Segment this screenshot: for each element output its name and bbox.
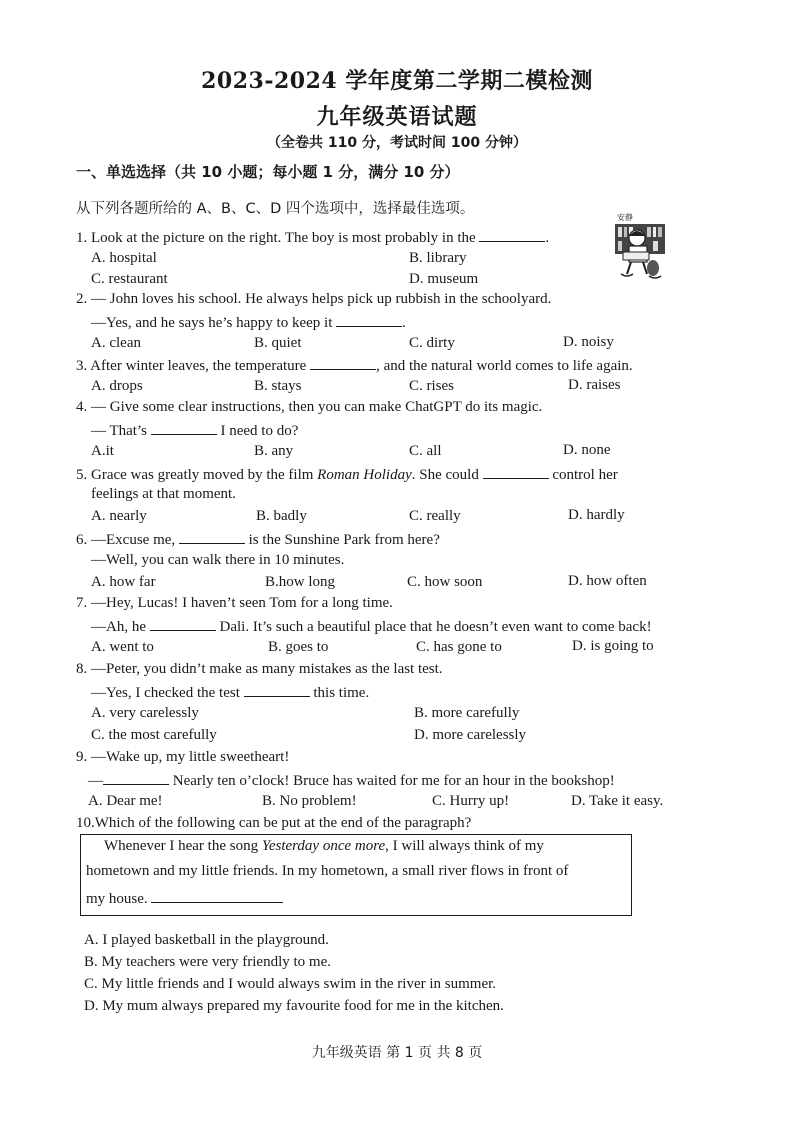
question-4-end: I need to do? [220, 423, 299, 439]
question-2-stem: 2. — John loves his school. He always helps pick up rubbish in the schoolyard. [76, 291, 552, 307]
q7-option-b: B. goes to [268, 639, 329, 655]
question-9-dash: — [88, 773, 103, 789]
question-5-end: control her [552, 467, 618, 483]
question-7-reply [91, 616, 652, 636]
passage-text-1b: , I will always think of my [385, 838, 544, 854]
q3-option-c: C. rises [409, 378, 454, 394]
question-3-text: 3. After winter leaves, the temperature [76, 358, 307, 374]
q6-option-c: C. how soon [407, 574, 483, 590]
question-1-text: 1. Look at the picture on the right. The boy is most probably in the [76, 230, 476, 246]
question-2-reply-text: —Yes, and he says he’s happy to keep it [91, 315, 333, 331]
film-title: Roman Holiday [317, 467, 412, 483]
q1-option-c: C. restaurant [91, 271, 168, 287]
section-heading: 一、单选选择（共 10 小题；每小题 1 分，满分 10 分） [76, 163, 460, 181]
question-2-reply [91, 312, 406, 332]
q7-option-c: C. has gone to [416, 639, 502, 655]
q3-option-b: B. stays [254, 378, 302, 394]
question-6-stem [76, 529, 440, 549]
q9-option-c: C. Hurry up! [432, 793, 510, 809]
question-7-reply-text: —Ah, he [91, 619, 146, 635]
answer-blank [103, 770, 169, 785]
question-10-stem: 10.Which of the following can be put at the end of the paragraph? [76, 815, 472, 831]
q10-option-c: C. My little friends and I would always swim in the river in summer. [84, 976, 497, 992]
q4-option-d: D. none [563, 442, 611, 458]
question-9-reply [88, 770, 615, 790]
q4-option-c: C. all [409, 443, 442, 459]
exam-title: 2023-2024 学年度第二学期二模检测 [201, 68, 593, 94]
q1-option-b: B. library [409, 250, 467, 266]
q8-option-d: D. more carelessly [414, 727, 527, 743]
q10-option-d: D. My mum always prepared my favourite food for me in the kitchen. [84, 998, 504, 1014]
question-4-reply-text: — That’s [91, 423, 147, 439]
passage-line-3 [86, 888, 283, 908]
library-picture [609, 213, 673, 282]
exam-info: （全卷共 110 分，考试时间 100 分钟） [267, 135, 527, 151]
question-8-reply [91, 682, 369, 702]
question-9-end: Nearly ten o’clock! Bruce has waited for me for an hour in the bookshop! [172, 773, 615, 789]
question-5-mid: . She could [411, 467, 479, 483]
passage-line-2: hometown and my little friends. In my hometown, a small river flows in front of [86, 863, 569, 879]
q6-option-d: D. how often [568, 573, 647, 589]
question-3-end: , and the natural world comes to life again. [376, 358, 633, 374]
question-4-stem: 4. — Give some clear instructions, then you can make ChatGPT do its magic. [76, 399, 543, 415]
question-7-stem: 7. —Hey, Lucas! I haven’t seen Tom for a long time. [76, 595, 393, 611]
q5-option-a: A. nearly [91, 508, 147, 524]
q9-option-a: A. Dear me! [88, 793, 163, 809]
question-5-text: 5. Grace was greatly moved by the film [76, 467, 314, 483]
section-instruction: 从下列各题所给的 A、B、C、D 四个选项中，选择最佳选项。 [76, 201, 475, 217]
page-footer: 九年级英语 第 1 页 共 8 页 [311, 1045, 483, 1061]
q8-option-b: B. more carefully [414, 705, 520, 721]
q1-option-d: D. museum [409, 271, 479, 287]
question-8-end: this time. [313, 685, 370, 701]
question-3-stem [76, 355, 633, 375]
q4-option-a: A.it [91, 443, 114, 459]
boy-reading-illustration [609, 216, 673, 282]
q7-option-d: D. is going to [572, 638, 654, 654]
q5-option-c: C. really [409, 508, 461, 524]
q8-option-c: C. the most carefully [91, 727, 217, 743]
q8-option-a: A. very carelessly [91, 705, 199, 721]
question-9-stem: 9. —Wake up, my little sweetheart! [76, 749, 290, 765]
question-1-end: . [545, 230, 550, 246]
passage-text-3: my house. [86, 891, 148, 907]
q4-option-b: B. any [254, 443, 294, 459]
answer-blank [336, 312, 402, 327]
answer-blank [151, 420, 217, 435]
question-5-continuation: feelings at that moment. [91, 486, 236, 502]
question-7-end: Dali. It’s such a beautiful place that he doesn’t even want to come back! [219, 619, 652, 635]
answer-blank [483, 464, 549, 479]
question-6-reply: —Well, you can walk there in 10 minutes. [91, 552, 345, 568]
question-8-stem: 8. —Peter, you didn’t make as many mistakes as the last test. [76, 661, 443, 677]
q7-option-a: A. went to [91, 639, 154, 655]
q9-option-d: D. Take it easy. [571, 793, 664, 809]
answer-blank [151, 888, 283, 903]
q2-option-d: D. noisy [563, 334, 614, 350]
q6-option-b: B.how long [265, 574, 336, 590]
q6-option-a: A. how far [91, 574, 156, 590]
q2-option-b: B. quiet [254, 335, 302, 351]
picture-caption: 安静 [617, 213, 633, 222]
exam-subject-title: 九年级英语试题 [316, 104, 478, 130]
q9-option-b: B. No problem! [262, 793, 357, 809]
q10-option-a: A. I played basketball in the playground. [84, 932, 329, 948]
question-2-end: . [402, 315, 406, 331]
q10-option-b: B. My teachers were very friendly to me. [84, 954, 331, 970]
answer-blank [479, 227, 545, 242]
answer-blank [310, 355, 376, 370]
passage-text-1a: Whenever I hear the song [104, 838, 259, 854]
q2-option-a: A. clean [91, 335, 141, 351]
question-5-stem [76, 464, 618, 484]
answer-blank [244, 682, 310, 697]
answer-blank [179, 529, 245, 544]
question-8-reply-text: —Yes, I checked the test [91, 685, 240, 701]
q1-option-a: A. hospital [91, 250, 157, 266]
question-4-reply [91, 420, 298, 440]
question-6-end: is the Sunshine Park from here? [248, 532, 440, 548]
answer-blank [150, 616, 216, 631]
q5-option-b: B. badly [256, 508, 307, 524]
song-title: Yesterday once more [261, 838, 386, 854]
q2-option-c: C. dirty [409, 335, 455, 351]
question-1-stem [76, 227, 549, 247]
passage-line-1 [104, 838, 544, 855]
q5-option-d: D. hardly [568, 507, 625, 523]
q3-option-d: D. raises [568, 377, 621, 393]
question-6-text: 6. —Excuse me, [76, 532, 176, 548]
q3-option-a: A. drops [91, 378, 143, 394]
